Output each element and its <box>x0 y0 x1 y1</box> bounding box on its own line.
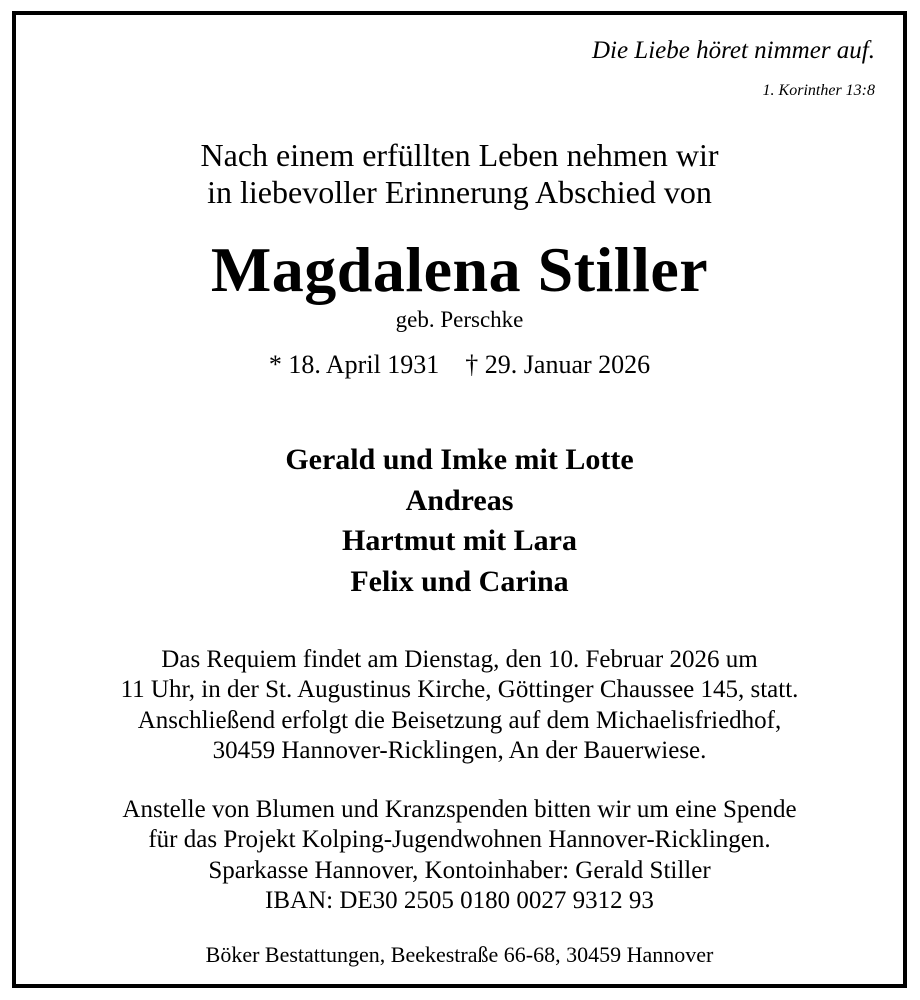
deceased-name: Magdalena Stiller <box>210 234 709 305</box>
mourners-list <box>16 440 903 602</box>
mourner-entry: Andreas <box>405 483 514 517</box>
requiem-line: Das Requiem findet am Dienstag, den 10. Februar 2026 um <box>161 646 758 673</box>
intro-line: in liebevoller Erinnerung Abschied von <box>207 174 712 210</box>
requiem-line: Anschließend erfolgt die Beisetzung auf dem Michaelisfriedhof, <box>137 706 782 734</box>
undertaker-info: Böker Bestattungen, Beekestraße 66-68, 30459 Hannover <box>205 942 714 967</box>
donation-line: Anstelle von Blumen und Kranzspenden bitten wir um eine Spende <box>122 796 797 823</box>
mourner-entry: Gerald und Imke mit Lotte <box>285 443 634 476</box>
maiden-name: geb. Perschke <box>395 307 524 332</box>
donation-line: für das Projekt Kolping-Jugendwohnen Hannover-Ricklingen. <box>148 826 771 854</box>
requiem-info <box>16 645 903 766</box>
donation-info <box>16 795 903 916</box>
intro-text <box>16 137 903 211</box>
life-dates <box>16 349 903 381</box>
mourner-entry: Felix und Carina <box>350 564 569 598</box>
donation-line: Sparkasse Hannover, Kontoinhaber: Gerald Stiller <box>208 856 711 884</box>
obituary-content <box>16 15 903 984</box>
obituary-frame <box>12 11 907 988</box>
intro-line: Nach einem erfüllten Leben nehmen wir <box>200 137 719 173</box>
motto-quote: Die Liebe höret nimmer auf. <box>591 37 875 64</box>
death-date: † 29. Januar 2026 <box>465 350 651 379</box>
requiem-line: 30459 Hannover-Ricklingen, An der Bauerwiese. <box>212 736 707 764</box>
birth-date: * 18. April 1931 <box>268 350 440 379</box>
requiem-line: 11 Uhr, in der St. Augustinus Kirche, Göttinger Chaussee 145, statt. <box>120 676 799 704</box>
motto-reference: 1. Korinther 13:8 <box>762 82 875 99</box>
iban-line: IBAN: DE30 2505 0180 0027 9312 93 <box>265 886 654 914</box>
mourner-entry: Hartmut mit Lara <box>342 524 577 557</box>
